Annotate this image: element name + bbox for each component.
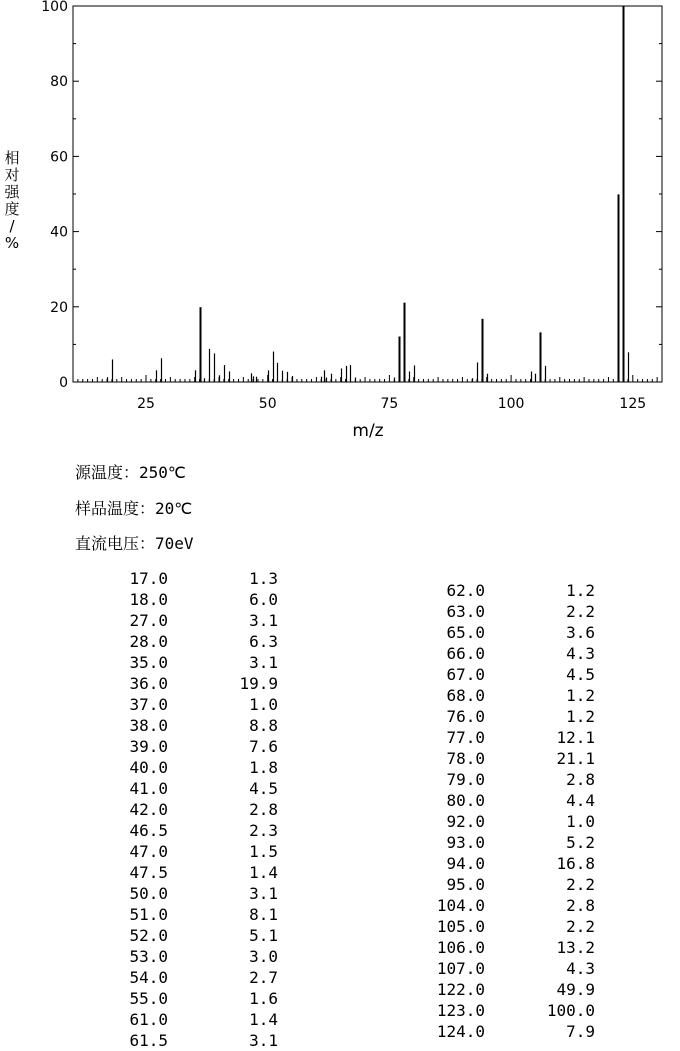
table-row (0, 748, 680, 769)
mz-value: 51.0 (129, 905, 168, 924)
table-row (0, 727, 680, 748)
table-row (0, 937, 680, 958)
intensity-value: 5.1 (249, 926, 278, 945)
intensity-value: 4.3 (566, 644, 595, 663)
mz-value: 123.0 (436, 1001, 485, 1020)
source-temperature-label: 源温度： (75, 463, 140, 482)
intensity-value: 5.2 (566, 833, 595, 852)
intensity-value: 1.2 (566, 707, 595, 726)
mz-value: 37.0 (129, 695, 168, 714)
intensity-value: 3.1 (249, 884, 278, 903)
intensity-value: 1.0 (566, 812, 595, 831)
y-axis-label-char: % (4, 234, 20, 252)
y-tick-label: 20 (50, 299, 68, 316)
mz-value: 38.0 (129, 716, 168, 735)
intensity-value: 1.6 (249, 989, 278, 1008)
table-row (0, 790, 680, 811)
intensity-value: 4.3 (566, 959, 595, 978)
intensity-value: 4.5 (249, 779, 278, 798)
intensity-value: 1.3 (249, 569, 278, 588)
mz-value: 47.5 (129, 863, 168, 882)
table-row (0, 664, 680, 685)
mz-value: 66.0 (446, 644, 485, 663)
mz-value: 40.0 (129, 758, 168, 777)
y-tick-label: 0 (59, 375, 68, 391)
intensity-value: 3.1 (249, 1031, 278, 1050)
intensity-value: 1.0 (249, 695, 278, 714)
mz-value: 93.0 (446, 833, 485, 852)
intensity-value: 3.1 (249, 653, 278, 672)
intensity-value: 16.8 (556, 854, 595, 873)
mz-value: 77.0 (446, 728, 485, 747)
sample-temperature-line (75, 496, 192, 519)
mz-value: 47.0 (129, 842, 168, 861)
intensity-value: 2.8 (249, 800, 278, 819)
x-axis-label: m/z (352, 421, 384, 441)
mz-value: 36.0 (129, 674, 168, 693)
y-axis-label-char: 度 (4, 200, 20, 218)
table-row (0, 622, 680, 643)
mz-value: 42.0 (129, 800, 168, 819)
intensity-value: 19.9 (239, 674, 278, 693)
mz-value: 35.0 (129, 653, 168, 672)
intensity-value: 12.1 (556, 728, 595, 747)
mz-value: 122.0 (436, 980, 485, 999)
table-row (0, 601, 680, 622)
mz-value: 61.5 (129, 1031, 168, 1050)
plot-frame (73, 6, 662, 382)
dc-voltage-label: 直流电压： (75, 534, 156, 553)
intensity-value: 3.1 (249, 611, 278, 630)
mz-value: 106.0 (436, 938, 485, 957)
table-row (0, 706, 680, 727)
intensity-value: 2.8 (566, 896, 595, 915)
mz-value: 95.0 (446, 875, 485, 894)
mz-value: 61.0 (129, 1010, 168, 1029)
mz-value: 52.0 (129, 926, 168, 945)
intensity-value: 8.8 (249, 716, 278, 735)
intensity-value: 2.8 (566, 770, 595, 789)
intensity-value: 13.2 (556, 938, 595, 957)
mz-value: 79.0 (446, 770, 485, 789)
intensity-value: 2.7 (249, 968, 278, 987)
source-temperature-line (75, 460, 186, 483)
table-row (0, 811, 680, 832)
table-row (0, 874, 680, 895)
table-row (0, 769, 680, 790)
sample-temperature-value: 20℃ (155, 499, 193, 518)
mz-value: 92.0 (446, 812, 485, 831)
intensity-value: 49.9 (556, 980, 595, 999)
table-row (0, 853, 680, 874)
mz-value: 17.0 (129, 569, 168, 588)
intensity-value: 1.5 (249, 842, 278, 861)
mz-value: 124.0 (436, 1022, 485, 1041)
intensity-value: 4.4 (566, 791, 595, 810)
intensity-value: 1.4 (249, 863, 278, 882)
source-temperature-value: 250℃ (139, 463, 186, 482)
x-tick-label: 100 (497, 396, 525, 412)
x-tick-label: 75 (380, 396, 399, 412)
mz-value: 53.0 (129, 947, 168, 966)
intensity-value: 21.1 (556, 749, 595, 768)
mz-value: 54.0 (129, 968, 168, 987)
intensity-value: 1.4 (249, 1010, 278, 1029)
intensity-value: 8.1 (249, 905, 278, 924)
intensity-value: 6.0 (249, 590, 278, 609)
intensity-value: 100.0 (546, 1001, 595, 1020)
table-row (0, 979, 680, 1000)
x-tick-label: 50 (258, 396, 277, 412)
y-axis-label-char: 强 (4, 183, 20, 201)
mz-value: 78.0 (446, 749, 485, 768)
mz-value: 18.0 (129, 590, 168, 609)
mz-value: 76.0 (446, 707, 485, 726)
intensity-value: 6.3 (249, 632, 278, 651)
table-row (0, 580, 680, 601)
y-tick-label: 100 (41, 0, 68, 15)
intensity-value: 1.2 (566, 581, 595, 600)
y-axis-label-char: 相 (4, 149, 20, 167)
y-axis-label-char: 对 (4, 166, 20, 184)
intensity-value: 7.6 (249, 737, 278, 756)
mz-value: 67.0 (446, 665, 485, 684)
intensity-value: 2.3 (249, 821, 278, 840)
dc-voltage-value: 70eV (155, 534, 194, 553)
intensity-value: 1.8 (249, 758, 278, 777)
table-row (0, 832, 680, 853)
mz-value: 68.0 (446, 686, 485, 705)
mz-value: 41.0 (129, 779, 168, 798)
y-axis-label-char: / (9, 217, 15, 235)
mass-spectrum-chart (0, 0, 680, 445)
spectrum-peaks (108, 6, 629, 382)
mz-value: 28.0 (129, 632, 168, 651)
sample-temperature-label: 样品温度： (75, 499, 156, 518)
mz-value: 63.0 (446, 602, 485, 621)
intensity-value: 4.5 (566, 665, 595, 684)
intensity-value: 3.0 (249, 947, 278, 966)
table-row (0, 895, 680, 916)
intensity-value: 2.2 (566, 917, 595, 936)
table-row (0, 916, 680, 937)
mz-value: 55.0 (129, 989, 168, 1008)
mz-value: 62.0 (446, 581, 485, 600)
dc-voltage-line (75, 531, 194, 554)
table-row (0, 685, 680, 706)
x-tick-label: 125 (619, 396, 647, 412)
intensity-value: 7.9 (566, 1022, 595, 1041)
intensity-value: 2.2 (566, 875, 595, 894)
table-row (0, 1000, 680, 1021)
mz-value: 104.0 (436, 896, 485, 915)
mz-value: 39.0 (129, 737, 168, 756)
table-row (0, 958, 680, 979)
x-tick-label: 25 (137, 396, 155, 412)
mz-value: 46.5 (129, 821, 168, 840)
y-tick-label: 80 (50, 74, 68, 91)
mz-value: 80.0 (446, 791, 485, 810)
mz-value: 50.0 (129, 884, 168, 903)
intensity-value: 3.6 (566, 623, 595, 642)
table-row (0, 643, 680, 664)
mz-value: 105.0 (436, 917, 485, 936)
intensity-value: 2.2 (566, 602, 595, 621)
mz-value: 27.0 (129, 611, 168, 630)
mz-value: 94.0 (446, 854, 485, 873)
peak-table-right (0, 580, 680, 1040)
table-row (0, 1021, 680, 1042)
mz-value: 65.0 (446, 623, 485, 642)
y-axis-ticks (41, 0, 662, 391)
y-tick-label: 60 (50, 149, 68, 166)
mz-value: 107.0 (436, 959, 485, 978)
intensity-value: 1.2 (566, 686, 595, 705)
y-axis-label (2, 150, 22, 252)
y-tick-label: 40 (50, 224, 68, 241)
